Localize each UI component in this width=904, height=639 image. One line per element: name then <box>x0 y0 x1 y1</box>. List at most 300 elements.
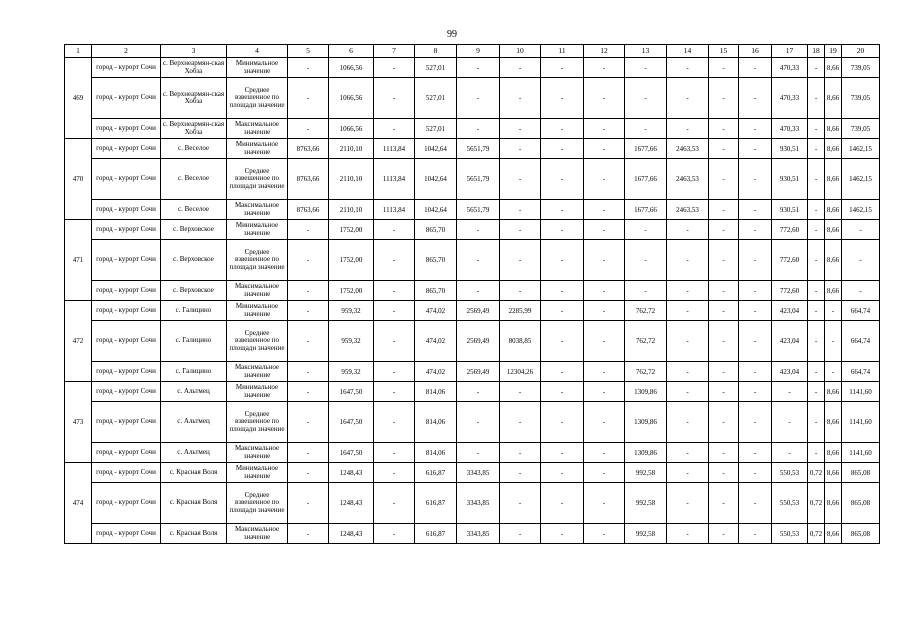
value-cell-col-6: 1752,00 <box>329 281 374 301</box>
city-cell: город - курорт Сочи <box>92 220 161 240</box>
table-row <box>65 220 880 240</box>
value-cell-col-11: - <box>541 362 584 382</box>
value-cell-col-17: 772,60 <box>772 281 808 301</box>
table-row <box>65 139 880 159</box>
value-cell-col-18: - <box>808 58 825 78</box>
value-cell-col-5: - <box>288 443 329 463</box>
value-cell-col-7: - <box>374 220 415 240</box>
value-cell-col-12: - <box>584 220 625 240</box>
value-type-cell: Среднее взвешенное по площади значение <box>227 483 288 524</box>
value-cell-col-10: - <box>500 382 541 402</box>
value-cell-col-16: - <box>739 58 772 78</box>
value-cell-col-20: 1141,60 <box>842 402 880 443</box>
column-header-10: 10 <box>500 45 541 58</box>
value-cell-col-18: - <box>808 362 825 382</box>
value-cell-col-8: 865,70 <box>415 220 457 240</box>
value-cell-col-10: - <box>500 119 541 139</box>
value-cell-col-15: - <box>709 58 739 78</box>
value-cell-col-17: - <box>772 382 808 402</box>
value-cell-col-11: - <box>541 301 584 321</box>
value-cell-col-18: - <box>808 119 825 139</box>
value-cell-col-6: 1248,43 <box>329 483 374 524</box>
column-header-15: 15 <box>709 45 739 58</box>
value-cell-col-10: - <box>500 139 541 159</box>
city-cell: город - курорт Сочи <box>92 463 161 483</box>
value-cell-col-14: - <box>667 78 709 119</box>
value-cell-col-15: - <box>709 281 739 301</box>
value-cell-col-6: 1066,56 <box>329 78 374 119</box>
value-type-cell: Среднее взвешенное по площади значение <box>227 240 288 281</box>
value-cell-col-6: 1066,56 <box>329 58 374 78</box>
value-cell-col-5: - <box>288 78 329 119</box>
value-cell-col-8: 814,06 <box>415 382 457 402</box>
value-type-cell: Максимальное значение <box>227 200 288 220</box>
value-cell-col-10: - <box>500 281 541 301</box>
place-cell: с. Красная Воля <box>161 483 227 524</box>
value-type-cell: Максимальное значение <box>227 119 288 139</box>
value-cell-col-19: 8,66 <box>825 281 842 301</box>
place-cell: с. Альтмец <box>161 382 227 402</box>
value-cell-col-9: - <box>457 220 500 240</box>
value-cell-col-19: 8,66 <box>825 524 842 544</box>
table-row <box>65 321 880 362</box>
value-cell-col-19: 8,66 <box>825 119 842 139</box>
value-cell-col-9: 3343,85 <box>457 524 500 544</box>
value-cell-col-11: - <box>541 483 584 524</box>
value-cell-col-13: 1677,66 <box>625 139 667 159</box>
row-number: 471 <box>65 220 92 301</box>
value-cell-col-6: 1647,50 <box>329 382 374 402</box>
value-cell-col-14: - <box>667 524 709 544</box>
value-cell-col-11: - <box>541 321 584 362</box>
value-cell-col-20: 739,05 <box>842 58 880 78</box>
value-cell-col-5: - <box>288 240 329 281</box>
value-type-cell: Минимальное значение <box>227 463 288 483</box>
value-cell-col-16: - <box>739 200 772 220</box>
city-cell: город - курорт Сочи <box>92 139 161 159</box>
value-cell-col-7: - <box>374 240 415 281</box>
value-cell-col-10: 2285,99 <box>500 301 541 321</box>
value-cell-col-16: - <box>739 362 772 382</box>
value-cell-col-16: - <box>739 483 772 524</box>
value-cell-col-16: - <box>739 382 772 402</box>
value-cell-col-18: - <box>808 301 825 321</box>
table-row <box>65 301 880 321</box>
city-cell: город - курорт Сочи <box>92 58 161 78</box>
value-cell-col-13: - <box>625 119 667 139</box>
column-header-4: 4 <box>227 45 288 58</box>
value-cell-col-7: - <box>374 362 415 382</box>
column-header-18: 18 <box>808 45 825 58</box>
value-cell-col-19: 8,66 <box>825 483 842 524</box>
value-cell-col-12: - <box>584 200 625 220</box>
value-cell-col-17: 772,60 <box>772 220 808 240</box>
city-cell: город - курорт Сочи <box>92 321 161 362</box>
value-cell-col-14: - <box>667 483 709 524</box>
value-cell-col-9: 2569,49 <box>457 321 500 362</box>
city-cell: город - курорт Сочи <box>92 382 161 402</box>
value-cell-col-7: - <box>374 483 415 524</box>
value-cell-col-11: - <box>541 402 584 443</box>
value-cell-col-8: 616,87 <box>415 483 457 524</box>
value-cell-col-14: - <box>667 463 709 483</box>
value-cell-col-20: 664,74 <box>842 321 880 362</box>
column-header-3: 3 <box>161 45 227 58</box>
city-cell: город - курорт Сочи <box>92 301 161 321</box>
value-type-cell: Максимальное значение <box>227 281 288 301</box>
value-cell-col-10: 12304,26 <box>500 362 541 382</box>
value-cell-col-13: 762,72 <box>625 301 667 321</box>
value-cell-col-15: - <box>709 240 739 281</box>
value-cell-col-16: - <box>739 524 772 544</box>
value-cell-col-11: - <box>541 159 584 200</box>
value-cell-col-10: - <box>500 58 541 78</box>
value-cell-col-12: - <box>584 321 625 362</box>
value-cell-col-8: 865,70 <box>415 240 457 281</box>
value-cell-col-12: - <box>584 402 625 443</box>
row-number: 474 <box>65 463 92 544</box>
value-cell-col-12: - <box>584 119 625 139</box>
value-cell-col-5: - <box>288 483 329 524</box>
value-cell-col-6: 1248,43 <box>329 463 374 483</box>
value-cell-col-7: - <box>374 321 415 362</box>
value-cell-col-13: 1309,86 <box>625 402 667 443</box>
value-cell-col-12: - <box>584 443 625 463</box>
column-header-16: 16 <box>739 45 772 58</box>
value-cell-col-18: - <box>808 402 825 443</box>
value-cell-col-15: - <box>709 463 739 483</box>
value-cell-col-19: - <box>825 301 842 321</box>
place-cell: с. Веселое <box>161 159 227 200</box>
value-cell-col-8: 1042,64 <box>415 139 457 159</box>
value-cell-col-15: - <box>709 220 739 240</box>
value-cell-col-10: - <box>500 78 541 119</box>
value-cell-col-15: - <box>709 402 739 443</box>
value-cell-col-14: 2463,53 <box>667 159 709 200</box>
page-number: 99 <box>447 29 457 40</box>
value-cell-col-10: - <box>500 443 541 463</box>
value-cell-col-19: 8,66 <box>825 240 842 281</box>
value-cell-col-12: - <box>584 301 625 321</box>
value-cell-col-6: 1248,43 <box>329 524 374 544</box>
value-cell-col-10: - <box>500 483 541 524</box>
value-cell-col-18: - <box>808 321 825 362</box>
value-cell-col-5: - <box>288 281 329 301</box>
value-cell-col-8: 474,02 <box>415 321 457 362</box>
value-cell-col-9: - <box>457 58 500 78</box>
value-cell-col-18: - <box>808 443 825 463</box>
value-cell-col-19: 8,66 <box>825 159 842 200</box>
value-cell-col-15: - <box>709 119 739 139</box>
value-cell-col-12: - <box>584 463 625 483</box>
city-cell: город - курорт Сочи <box>92 362 161 382</box>
value-cell-col-11: - <box>541 463 584 483</box>
place-cell: с. Красная Воля <box>161 463 227 483</box>
column-header-7: 7 <box>374 45 415 58</box>
table-row <box>65 524 880 544</box>
place-cell: с. Верховское <box>161 281 227 301</box>
value-cell-col-12: - <box>584 281 625 301</box>
table-row <box>65 200 880 220</box>
value-cell-col-20: 664,74 <box>842 362 880 382</box>
header-row <box>65 45 880 58</box>
table-row <box>65 159 880 200</box>
value-cell-col-13: - <box>625 240 667 281</box>
value-cell-col-7: 1113,84 <box>374 139 415 159</box>
value-cell-col-18: 0,72 <box>808 483 825 524</box>
value-cell-col-18: - <box>808 281 825 301</box>
value-cell-col-10: - <box>500 220 541 240</box>
value-cell-col-7: 1113,84 <box>374 200 415 220</box>
value-cell-col-14: - <box>667 119 709 139</box>
value-cell-col-16: - <box>739 220 772 240</box>
value-cell-col-12: - <box>584 382 625 402</box>
place-cell: с. Верхнеармян-ская Хобза <box>161 78 227 119</box>
value-cell-col-9: 3343,85 <box>457 483 500 524</box>
value-cell-col-15: - <box>709 78 739 119</box>
value-cell-col-5: - <box>288 321 329 362</box>
value-cell-col-7: - <box>374 78 415 119</box>
value-cell-col-15: - <box>709 483 739 524</box>
value-cell-col-13: 992,58 <box>625 463 667 483</box>
value-cell-col-15: - <box>709 301 739 321</box>
value-cell-col-11: - <box>541 58 584 78</box>
value-cell-col-9: - <box>457 119 500 139</box>
place-cell: с. Веселое <box>161 139 227 159</box>
value-cell-col-15: - <box>709 200 739 220</box>
value-type-cell: Минимальное значение <box>227 58 288 78</box>
value-cell-col-14: 2463,53 <box>667 200 709 220</box>
table-row <box>65 240 880 281</box>
value-cell-col-13: - <box>625 78 667 119</box>
value-cell-col-6: 2110,10 <box>329 200 374 220</box>
value-cell-col-17: 423,04 <box>772 301 808 321</box>
city-cell: город - курорт Сочи <box>92 119 161 139</box>
value-cell-col-9: - <box>457 240 500 281</box>
value-cell-col-20: 1462,15 <box>842 159 880 200</box>
value-cell-col-12: - <box>584 139 625 159</box>
column-header-11: 11 <box>541 45 584 58</box>
value-cell-col-6: 2110,10 <box>329 159 374 200</box>
value-cell-col-7: - <box>374 382 415 402</box>
value-cell-col-6: 1647,50 <box>329 443 374 463</box>
value-cell-col-18: - <box>808 240 825 281</box>
value-cell-col-6: 959,32 <box>329 362 374 382</box>
value-cell-col-12: - <box>584 524 625 544</box>
value-type-cell: Минимальное значение <box>227 301 288 321</box>
value-cell-col-14: - <box>667 220 709 240</box>
place-cell: с. Альтмец <box>161 443 227 463</box>
value-cell-col-20: 1462,15 <box>842 139 880 159</box>
place-cell: с. Галицино <box>161 321 227 362</box>
value-cell-col-18: - <box>808 200 825 220</box>
value-cell-col-9: - <box>457 78 500 119</box>
value-cell-col-18: - <box>808 382 825 402</box>
value-cell-col-18: 0,72 <box>808 463 825 483</box>
value-cell-col-15: - <box>709 139 739 159</box>
value-cell-col-9: 5651,79 <box>457 200 500 220</box>
value-cell-col-13: 992,58 <box>625 524 667 544</box>
value-type-cell: Минимальное значение <box>227 382 288 402</box>
value-cell-col-17: 470,33 <box>772 119 808 139</box>
value-cell-col-7: - <box>374 524 415 544</box>
value-cell-col-8: 814,06 <box>415 402 457 443</box>
value-cell-col-17: 470,33 <box>772 58 808 78</box>
place-cell: с. Верхнеармян-ская Хобза <box>161 58 227 78</box>
value-cell-col-16: - <box>739 301 772 321</box>
value-cell-col-15: - <box>709 524 739 544</box>
table-row <box>65 463 880 483</box>
value-cell-col-5: - <box>288 382 329 402</box>
value-cell-col-17: 423,04 <box>772 321 808 362</box>
value-cell-col-14: - <box>667 321 709 362</box>
value-cell-col-9: 2569,49 <box>457 362 500 382</box>
value-cell-col-9: 5651,79 <box>457 139 500 159</box>
value-cell-col-10: - <box>500 463 541 483</box>
value-cell-col-13: - <box>625 58 667 78</box>
value-cell-col-11: - <box>541 220 584 240</box>
value-cell-col-14: - <box>667 240 709 281</box>
value-cell-col-15: - <box>709 159 739 200</box>
value-cell-col-5: - <box>288 524 329 544</box>
value-type-cell: Максимальное значение <box>227 443 288 463</box>
row-number: 469 <box>65 58 92 139</box>
value-cell-col-17: - <box>772 402 808 443</box>
value-cell-col-11: - <box>541 382 584 402</box>
value-cell-col-7: - <box>374 301 415 321</box>
value-cell-col-5: - <box>288 301 329 321</box>
city-cell: город - курорт Сочи <box>92 443 161 463</box>
value-cell-col-5: - <box>288 463 329 483</box>
value-cell-col-12: - <box>584 240 625 281</box>
value-cell-col-18: - <box>808 159 825 200</box>
value-cell-col-12: - <box>584 483 625 524</box>
value-cell-col-10: - <box>500 159 541 200</box>
table-row <box>65 483 880 524</box>
table-row <box>65 382 880 402</box>
value-cell-col-19: 8,66 <box>825 382 842 402</box>
value-cell-col-8: 1042,64 <box>415 159 457 200</box>
value-cell-col-20: 865,08 <box>842 483 880 524</box>
city-cell: город - курорт Сочи <box>92 78 161 119</box>
city-cell: город - курорт Сочи <box>92 402 161 443</box>
city-cell: город - курорт Сочи <box>92 281 161 301</box>
value-cell-col-17: 930,51 <box>772 159 808 200</box>
table-row <box>65 58 880 78</box>
data-table <box>64 44 880 544</box>
value-cell-col-6: 2110,10 <box>329 139 374 159</box>
value-cell-col-14: - <box>667 443 709 463</box>
column-header-9: 9 <box>457 45 500 58</box>
value-cell-col-15: - <box>709 382 739 402</box>
value-cell-col-17: - <box>772 443 808 463</box>
value-cell-col-11: - <box>541 443 584 463</box>
value-cell-col-12: - <box>584 58 625 78</box>
column-header-13: 13 <box>625 45 667 58</box>
place-cell: с. Веселое <box>161 200 227 220</box>
value-cell-col-18: - <box>808 220 825 240</box>
value-type-cell: Минимальное значение <box>227 139 288 159</box>
value-cell-col-7: 1113,84 <box>374 159 415 200</box>
value-cell-col-17: 550,53 <box>772 463 808 483</box>
value-type-cell: Среднее взвешенное по площади значение <box>227 159 288 200</box>
row-number: 470 <box>65 139 92 220</box>
value-cell-col-12: - <box>584 78 625 119</box>
value-cell-col-8: 616,87 <box>415 524 457 544</box>
value-cell-col-5: 8763,66 <box>288 200 329 220</box>
value-cell-col-20: - <box>842 281 880 301</box>
place-cell: с. Красная Воля <box>161 524 227 544</box>
value-cell-col-20: 739,05 <box>842 78 880 119</box>
city-cell: город - курорт Сочи <box>92 240 161 281</box>
value-cell-col-9: - <box>457 281 500 301</box>
value-cell-col-15: - <box>709 321 739 362</box>
value-cell-col-7: - <box>374 281 415 301</box>
value-cell-col-20: 865,08 <box>842 463 880 483</box>
value-cell-col-19: 8,66 <box>825 78 842 119</box>
value-cell-col-16: - <box>739 139 772 159</box>
city-cell: город - курорт Сочи <box>92 483 161 524</box>
value-cell-col-17: 930,51 <box>772 200 808 220</box>
table-row <box>65 402 880 443</box>
value-cell-col-20: - <box>842 240 880 281</box>
value-cell-col-18: - <box>808 139 825 159</box>
value-cell-col-17: 550,53 <box>772 524 808 544</box>
value-cell-col-11: - <box>541 200 584 220</box>
value-cell-col-11: - <box>541 524 584 544</box>
value-cell-col-15: - <box>709 362 739 382</box>
value-cell-col-6: 1066,56 <box>329 119 374 139</box>
value-cell-col-14: - <box>667 402 709 443</box>
value-cell-col-20: 739,05 <box>842 119 880 139</box>
value-cell-col-5: - <box>288 58 329 78</box>
city-cell: город - курорт Сочи <box>92 524 161 544</box>
place-cell: с. Верховское <box>161 240 227 281</box>
value-cell-col-7: - <box>374 463 415 483</box>
city-cell: город - курорт Сочи <box>92 200 161 220</box>
value-cell-col-15: - <box>709 443 739 463</box>
place-cell: с. Галицино <box>161 362 227 382</box>
value-cell-col-13: - <box>625 220 667 240</box>
value-cell-col-6: 1647,50 <box>329 402 374 443</box>
value-cell-col-14: - <box>667 382 709 402</box>
column-header-20: 20 <box>842 45 880 58</box>
city-cell: город - курорт Сочи <box>92 159 161 200</box>
value-cell-col-12: - <box>584 159 625 200</box>
value-cell-col-16: - <box>739 402 772 443</box>
value-cell-col-8: 1042,64 <box>415 200 457 220</box>
value-cell-col-18: - <box>808 78 825 119</box>
value-cell-col-7: - <box>374 402 415 443</box>
value-cell-col-20: 1141,60 <box>842 443 880 463</box>
value-cell-col-10: - <box>500 200 541 220</box>
value-cell-col-6: 959,32 <box>329 321 374 362</box>
value-cell-col-6: 1752,00 <box>329 220 374 240</box>
place-cell: с. Галицино <box>161 301 227 321</box>
value-cell-col-19: 8,66 <box>825 58 842 78</box>
table-row <box>65 281 880 301</box>
value-cell-col-13: 992,58 <box>625 483 667 524</box>
value-cell-col-16: - <box>739 443 772 463</box>
value-cell-col-20: 1462,15 <box>842 200 880 220</box>
value-cell-col-17: 930,51 <box>772 139 808 159</box>
value-cell-col-13: 762,72 <box>625 321 667 362</box>
value-cell-col-11: - <box>541 281 584 301</box>
value-type-cell: Среднее взвешенное по площади значение <box>227 402 288 443</box>
column-header-5: 5 <box>288 45 329 58</box>
value-cell-col-19: 8,66 <box>825 139 842 159</box>
value-cell-col-12: - <box>584 362 625 382</box>
